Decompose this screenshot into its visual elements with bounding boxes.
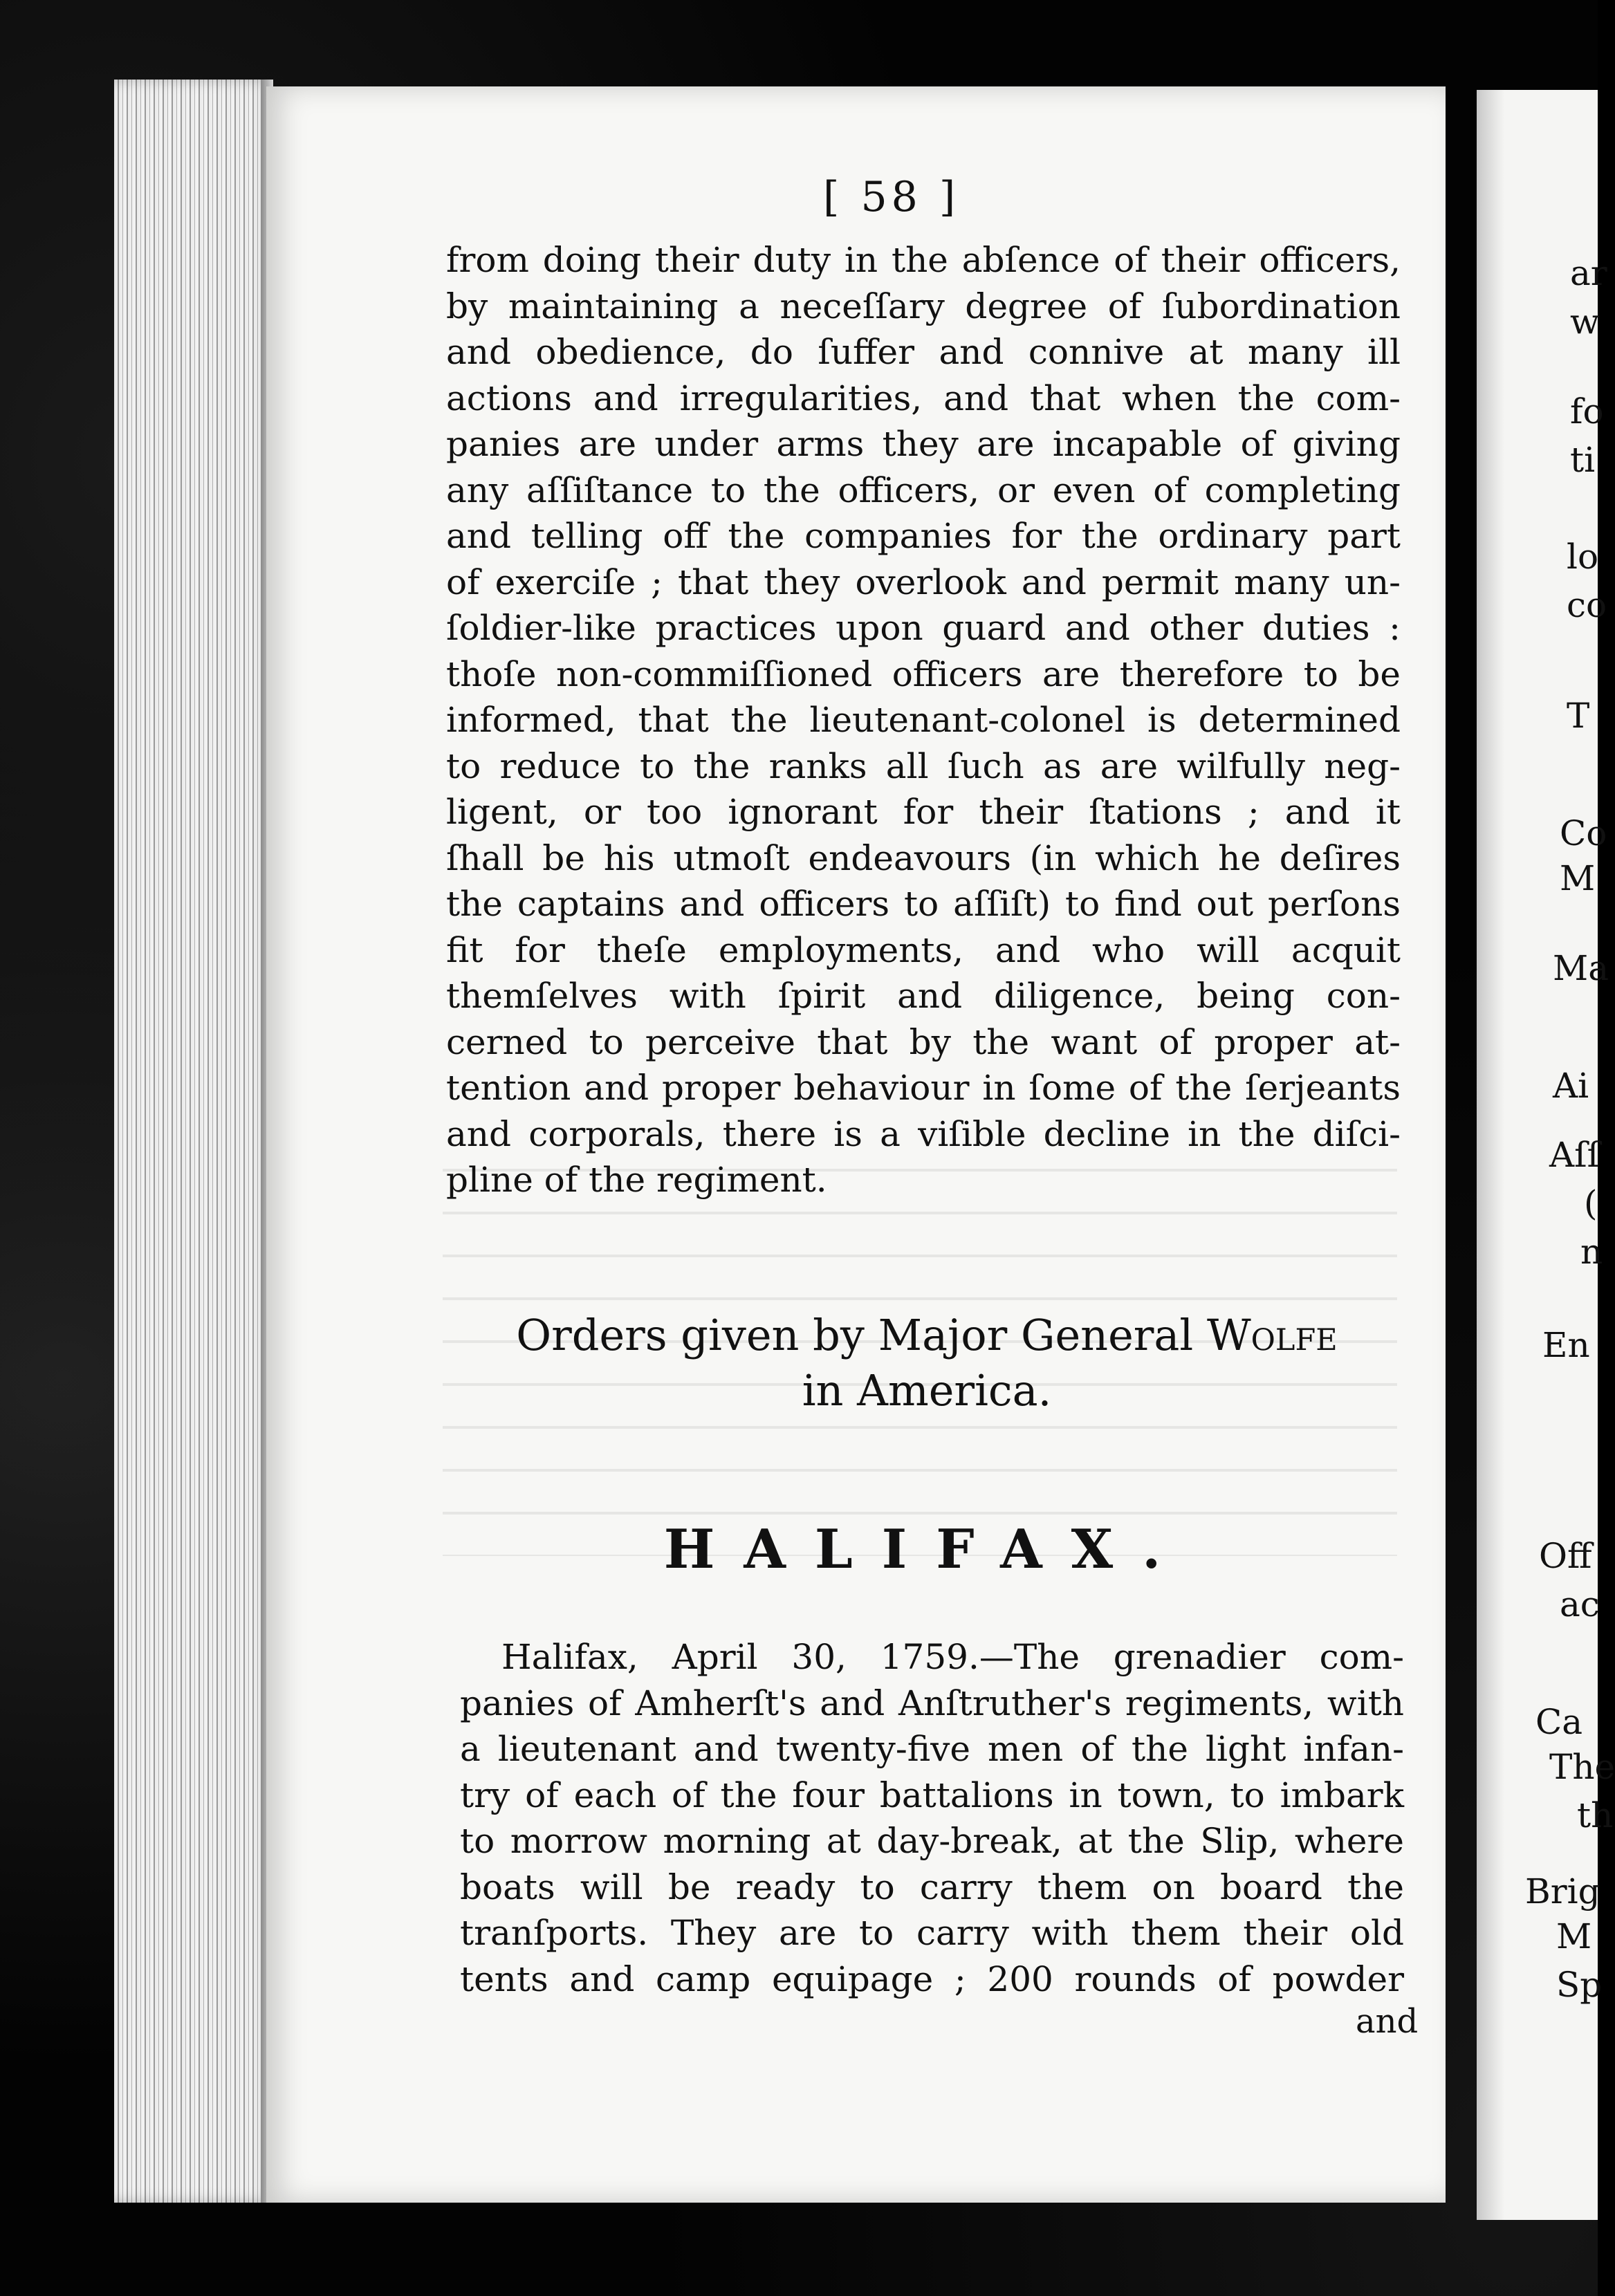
letter-line: boats will be ready to carry them on board the [460,1867,1404,1907]
facing-page-fragment: ar [1570,253,1607,293]
facing-page-fragment: M [1556,1916,1592,1956]
letter-line: tents and camp equipage ; 200 rounds of powder [460,1959,1404,1999]
body-line: from doing their duty in the abſence of their officers, [446,240,1401,280]
body-line: and corporals, there is a viſible decline in the diſci- [446,1113,1401,1154]
letter-line: Halifax, April 30, 1759.—The grenadier com- [501,1637,1404,1677]
facing-page-fragment: T [1567,696,1590,736]
facing-page-fragment: Ai [1553,1066,1589,1106]
body-line: any aſſiſtance to the officers, or even of completing [446,470,1401,510]
body-line: tention and proper behaviour in ſome of the ſerjeants [446,1068,1401,1108]
body-line: of exerciſe ; that they overlook and permit many un- [446,562,1401,602]
body-line: pline of the regiment. [446,1160,827,1200]
body-line: actions and irregularities, and that when the com- [446,378,1401,418]
body-line: ſoldier-like practices upon guard and other duties : [446,608,1401,648]
facing-page-fragment: w [1570,302,1600,342]
page-number: [ 58 ] [823,173,960,221]
facing-page-gutter [1477,90,1504,2220]
place-title: HALIFAX. [663,1518,1190,1581]
facing-page-fragment: th [1577,1795,1614,1835]
body-line: and obedience, do ſuffer and connive at many ill [446,332,1401,372]
facing-page-fragment: ( [1584,1183,1598,1223]
body-line: ligent, or too ignorant for their ſtations ; and it [446,792,1401,832]
section-heading-line2: in America. [802,1365,1052,1416]
letter-line: try of each of the four battalions in town, to imbark [460,1775,1404,1815]
letter-line: a lieutenant and twenty-five men of the light infan- [460,1729,1404,1769]
body-line: informed, that the lieutenant-colonel is determined [446,700,1401,740]
page-stack-edge [114,80,273,2203]
body-line: cerned to perceive that by the want of proper at- [446,1021,1401,1062]
facing-page-fragment: Co [1560,813,1607,853]
facing-page-fragment: Off [1539,1536,1592,1576]
facing-page-fragment: M [1560,858,1596,898]
body-line: fit for theſe employments, and who will acquit [446,929,1401,970]
body-line: by maintaining a neceſſary degree of ſubordination [446,286,1401,326]
facing-page-fragment: En [1542,1325,1590,1365]
body-line: thoſe non-commiſſioned officers are therefore to be [446,654,1401,694]
body-line: the captains and officers to aſſiſt) to find out perſons [446,884,1401,924]
letter-line: panies of Amherſt's and Anſtruther's regiments, with [460,1683,1404,1723]
facing-page-fragment: co [1567,585,1607,625]
catchword: and [1356,2002,1419,2041]
body-line: panies are under arms they are incapable of giving [446,424,1401,464]
body-line: to reduce to the ranks all ſuch as are wilfully neg- [446,746,1401,786]
heading-prefix: Orders given by Major General [516,1310,1207,1360]
facing-page-fragment: Ma [1553,948,1609,988]
letter-line: to morrow morning at day-break, at the Slip, where [460,1821,1404,1861]
facing-page-fragment: n [1580,1232,1603,1272]
facing-page-fragment: ac [1560,1584,1600,1624]
facing-page-fragment: The [1549,1747,1615,1787]
facing-page-fragment: Aſſ [1549,1135,1600,1175]
facing-page-fragment: Sp [1556,1965,1603,2005]
facing-page-fragment: ti [1570,440,1596,480]
letter-line: tranſports. They are to carry with them their old [460,1913,1404,1953]
facing-page-fragment: Brig [1525,1871,1600,1911]
facing-page-fragment: Ca [1535,1702,1583,1742]
body-line: ſhall be his utmoſt endeavours (in which he deſires [446,837,1401,878]
facing-page-fragment: lo [1567,537,1599,577]
heading-name: Wolfe [1206,1310,1338,1360]
section-heading-line1 [446,1311,1408,1360]
body-line: themſelves with ſpirit and diligence, being con- [446,976,1401,1016]
facing-page-fragment: fo [1570,391,1604,432]
body-line: and telling off the companies for the ordinary part [446,516,1401,556]
